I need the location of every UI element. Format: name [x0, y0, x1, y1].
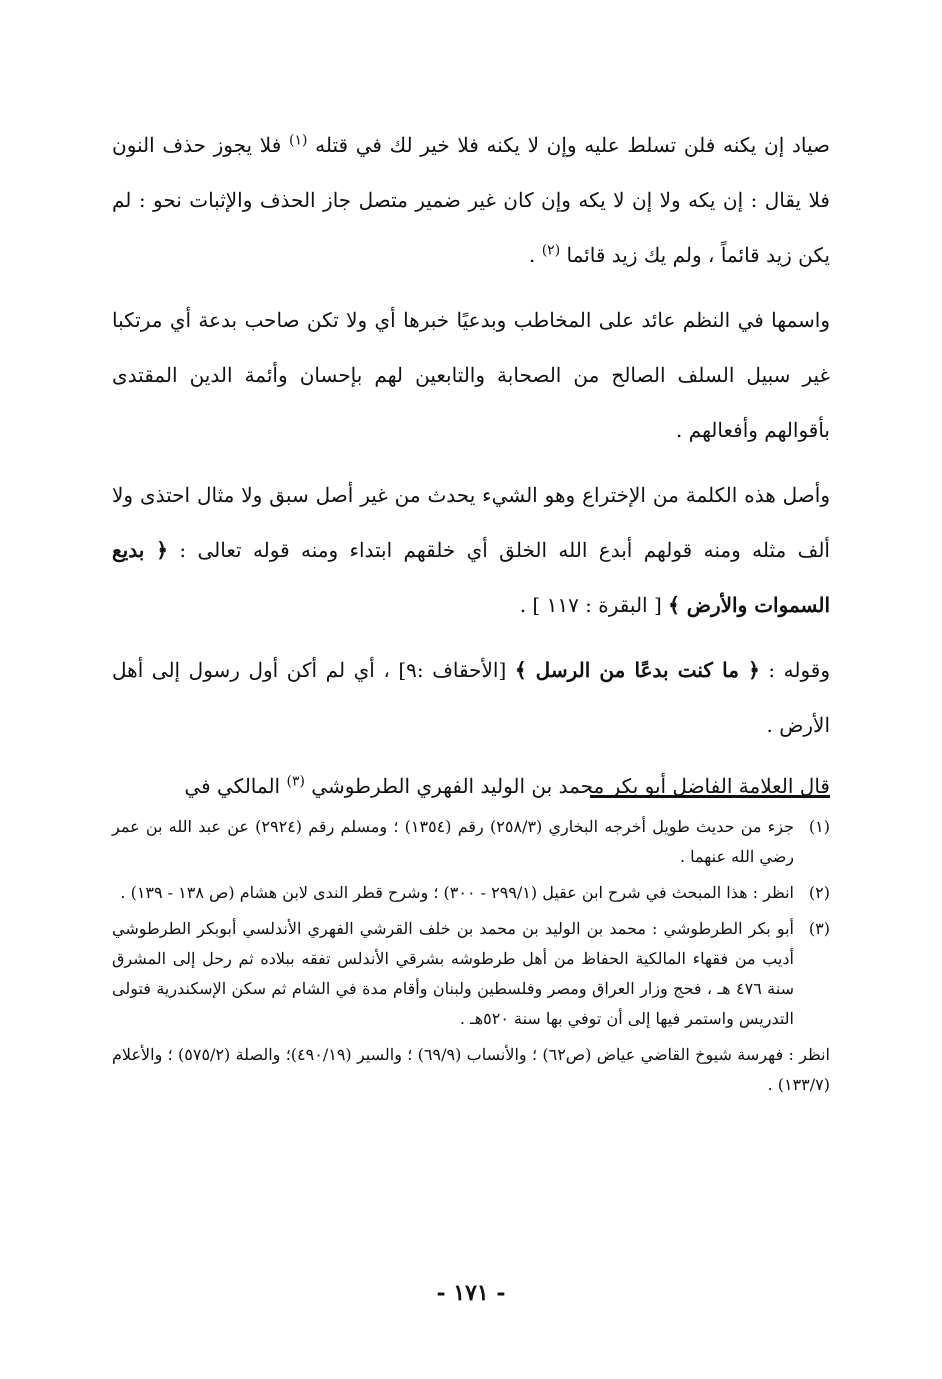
paragraph-3-end: [ البقرة : ١١٧ ] . [519, 593, 669, 617]
footnote-2 [112, 878, 830, 908]
paragraph-5-end: المالكي في [184, 774, 287, 798]
footnote-3-sources: انظر : فهرسة شيوخ القاضي عياض (ص٦٢) ؛ والأنساب (٦٩/٩) ؛ والسير (٤٩٠/١٩)؛ والصلة (٥٧٥/٢) ؛ والأعلام (١٣٣/٧) . [112, 1045, 830, 1094]
footnote-number: (٣) [808, 919, 830, 938]
footnote-text: انظر : هذا المبحث في شرح ابن عقيل (٢٩٩/١ - ٣٠٠) ؛ وشرح قطر الندى لابن هشام (ص ١٣٨ - ١٣٩) . [120, 883, 794, 902]
paragraph-1 [112, 118, 830, 283]
paragraph-1-middle: فلا يجوز حذف النون فلا يقال : إن يكه ولا إن لا يكه وإن كان غير ضمير متصل جاز الحذف والإثبات نحو : لم يكن زيد قائماً ، ولم يك زيد قائما [112, 133, 830, 267]
paragraph-5-start: قال العلامة الفاضل أبو بكر محمد بن الوليد الفهري الطرطوشي [304, 774, 830, 798]
footnote-text: أبو بكر الطرطوشي : محمد بن الوليد بن محمد بن خلف القرشي الفهري الأندلسي أبوبكر الطرطوشي أديب من فقهاء المالكية الحفاظ من أهل طرطوشه بشرقي الأندلس تفقه ببلاده ثم رحل إلى المشرق سنة ٤٧٦ هـ ، فحج وزار العراق ومصر وفلسطين ولبنان وأقام مدة في الشام ثم سكن الإسكندرية فتولى التدريس واستمر فيها إلى أن توفي بها سنة ٥٢٠هـ . [112, 919, 794, 1028]
footnote-text: جزء من حديث طويل أخرجه البخاري (٢٥٨/٣) رقم (١٣٥٤) ؛ ومسلم رقم (٢٩٢٤) عن عبد الله بن عمر رضي الله عنهما . [112, 817, 794, 866]
footnote-3 [112, 914, 830, 1034]
paragraph-5 [112, 759, 830, 814]
paragraph-4-end: [الأحقاف :٩] ، أي لم أكن أول رسول إلى أهل الأرض . [112, 658, 830, 737]
paragraph-2: واسمها في النظم عائد على المخاطب وبدعيًا خبرها أي ولا تكن صاحب بدعة أي مرتكبا غير سبيل السلف الصالح من الصحابة والتابعين لهم بإحسان وأئمة الدين المقتدى بأقوالهم وأفعالهم . [112, 308, 830, 442]
paragraph-4-start: وقوله : [759, 658, 830, 682]
page-number: - ١٧١ - [436, 1280, 506, 1306]
paragraph-1-end: . [528, 243, 542, 267]
footnote-divider [590, 795, 830, 798]
footnote-1 [112, 812, 830, 872]
footnotes [112, 812, 830, 1100]
main-text [112, 118, 830, 824]
footnote-number: (١) [808, 817, 830, 836]
footnote-marker-3: (٣) [286, 773, 305, 790]
footnote-marker-2: (٢) [541, 242, 561, 259]
quran-verse-2: ﴿ ما كنت بدعًا من الرسل ﴾ [514, 658, 760, 682]
paragraph-3 [112, 468, 830, 633]
quran-verse-1: ﴿ بديع السموات والأرض ﴾ [112, 538, 830, 617]
footnote-number: (٢) [808, 883, 830, 902]
paragraph-4 [112, 643, 830, 753]
footnote-marker-1: (١) [288, 132, 308, 149]
paragraph-1-start: صياد إن يكنه فلن تسلط عليه وإن لا يكنه فلا خير لك في قتله [307, 133, 830, 157]
paragraph-3-start: وأصل هذه الكلمة من الإختراع وهو الشيء يحدث من غير أصل سبق ولا مثال احتذى ولا ألف مثله ومنه قولهم أبدع الله الخلق أي خلقهم ابتداء ومنه قوله تعالى : [112, 483, 830, 562]
